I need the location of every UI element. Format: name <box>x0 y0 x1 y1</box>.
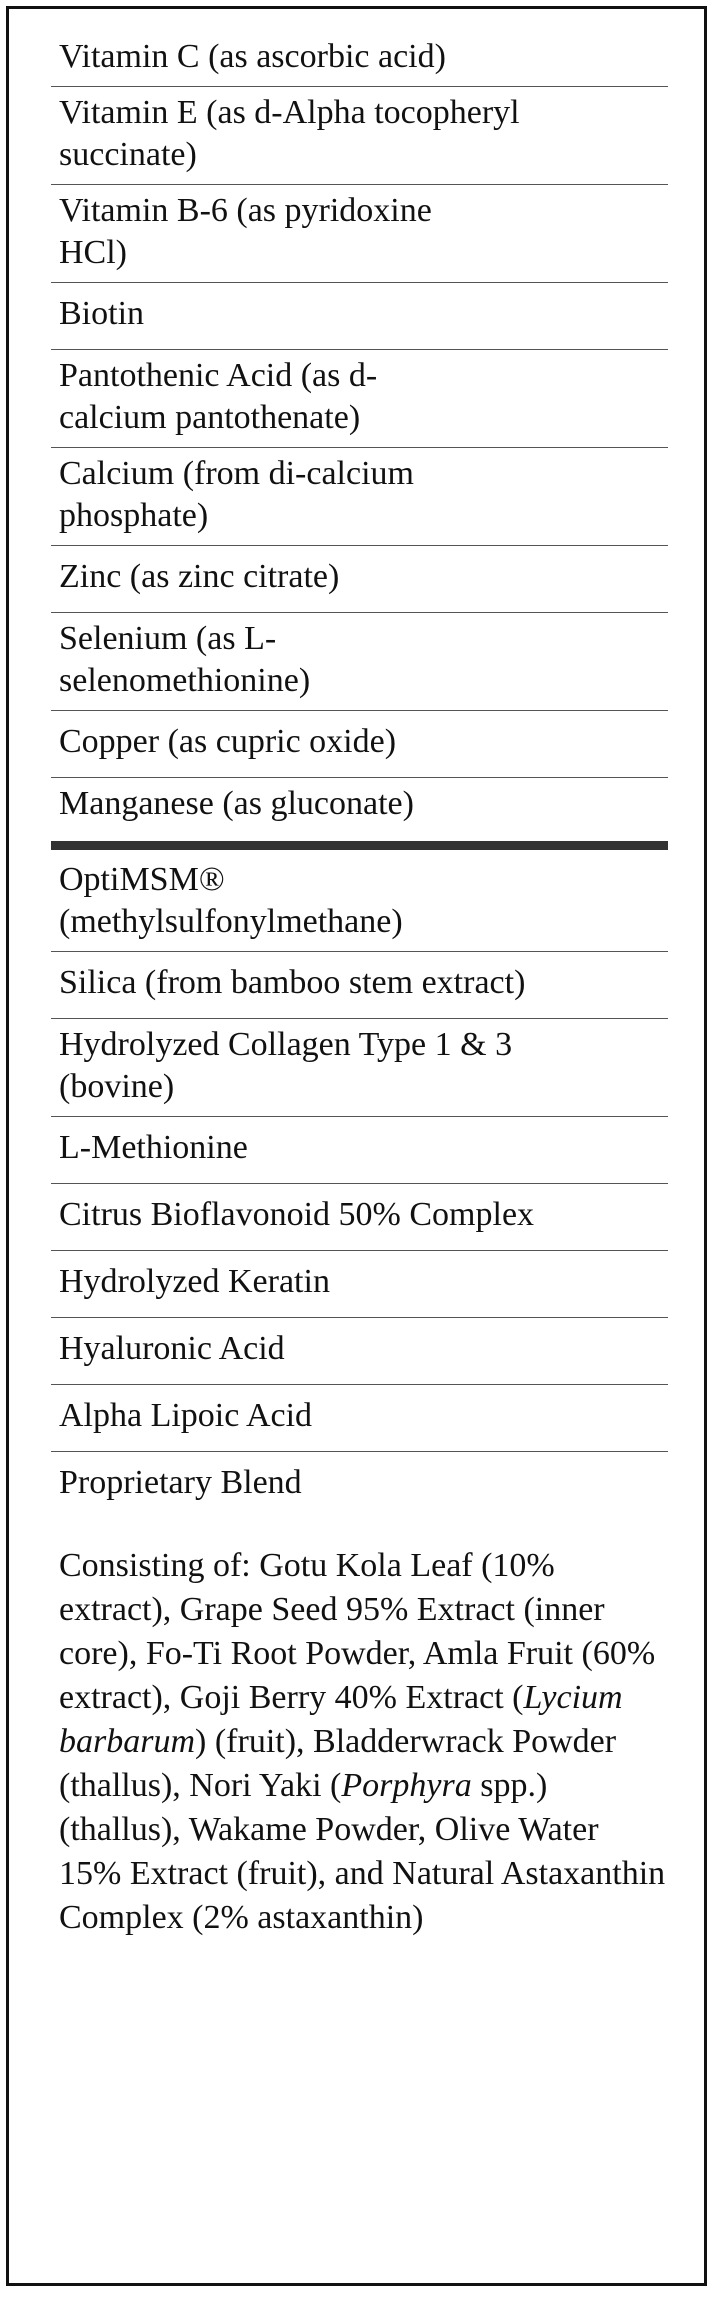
ingredient-name: Alpha Lipoic Acid <box>59 1397 313 1434</box>
ingredient-name: Selenium (as L-selenomethionine) <box>59 620 311 699</box>
ingredient-name: Vitamin B-6 (as pyridoxine HCl) <box>59 192 432 271</box>
ingredient-row-biotin <box>51 283 668 350</box>
ingredient-name: Vitamin E (as d-Alpha tocopheryl succinate) <box>59 94 520 173</box>
ingredient-name: Vitamin C (as ascorbic acid) <box>59 38 446 75</box>
ingredient-row-optimsm <box>51 854 668 952</box>
ingredient-row-hydrolyzed-keratin <box>51 1251 668 1318</box>
ingredient-row-manganese <box>51 778 668 833</box>
ingredient-name: Copper (as cupric oxide) <box>59 723 397 760</box>
blend-latin-nori: Porphyra <box>341 1767 472 1804</box>
ingredient-name: Pantothenic Acid (as d-calcium pantothenate) <box>59 357 378 436</box>
ingredient-name: Hydrolyzed Keratin <box>59 1263 330 1300</box>
ingredient-name: Proprietary Blend <box>59 1464 302 1501</box>
ingredient-row-vitamin-c <box>51 31 668 87</box>
ingredient-row-l-methionine <box>51 1117 668 1184</box>
ingredient-list <box>51 31 668 1940</box>
ingredient-row-hydrolyzed-collagen <box>51 1019 668 1117</box>
ingredient-name: Biotin <box>59 295 145 332</box>
ingredient-name: Zinc (as zinc citrate) <box>59 558 340 595</box>
ingredient-row-citrus-bioflavonoid <box>51 1184 668 1251</box>
section-divider <box>51 841 668 850</box>
ingredient-name: Citrus Bioflavonoid 50% Complex <box>59 1196 535 1233</box>
ingredient-row-proprietary-blend <box>51 1452 668 1518</box>
ingredient-row-selenium <box>51 613 668 711</box>
ingredient-name: Hyaluronic Acid <box>59 1330 285 1367</box>
blend-text-1: Consisting of: Gotu Kola Leaf (10% extract), Grape Seed 95% Extract (inner core), Fo-Ti Root Powder, Amla Fruit (60% extract), Goji Berry 40% Extract ( <box>59 1547 656 1716</box>
ingredient-name: Hydrolyzed Collagen Type 1 & 3 (bovine) <box>59 1026 513 1105</box>
ingredient-row-copper <box>51 711 668 778</box>
ingredient-row-vitamin-b6 <box>51 185 668 283</box>
ingredient-name: Manganese (as gluconate) <box>59 785 414 822</box>
ingredient-name: OptiMSM® (methylsulfonylmethane) <box>59 861 403 940</box>
ingredient-name: L-Methionine <box>59 1129 248 1166</box>
ingredient-row-pantothenic-acid <box>51 350 668 448</box>
blend-latin-goji: Lycium barbarum <box>59 1679 623 1760</box>
supplement-facts-panel <box>6 6 707 2286</box>
ingredient-row-silica <box>51 952 668 1019</box>
ingredient-row-calcium <box>51 448 668 546</box>
ingredient-row-alpha-lipoic-acid <box>51 1385 668 1452</box>
ingredient-name: Calcium (from di-calcium phosphate) <box>59 455 414 534</box>
ingredient-name: Silica (from bamboo stem extract) <box>59 964 526 1001</box>
ingredient-row-zinc <box>51 546 668 613</box>
blend-text-2: ) (fruit), Bladderwrack Powder (thallus), Nori Yaki ( <box>59 1723 617 1804</box>
blend-text-3: spp.) (thallus), Wakame Powder, Olive Water 15% Extract (fruit), and Natural Astaxanthin Complex (2% astaxanthin) <box>59 1767 666 1936</box>
proprietary-blend-description <box>51 1518 668 1940</box>
ingredient-row-vitamin-e <box>51 87 668 185</box>
ingredient-row-hyaluronic-acid <box>51 1318 668 1385</box>
